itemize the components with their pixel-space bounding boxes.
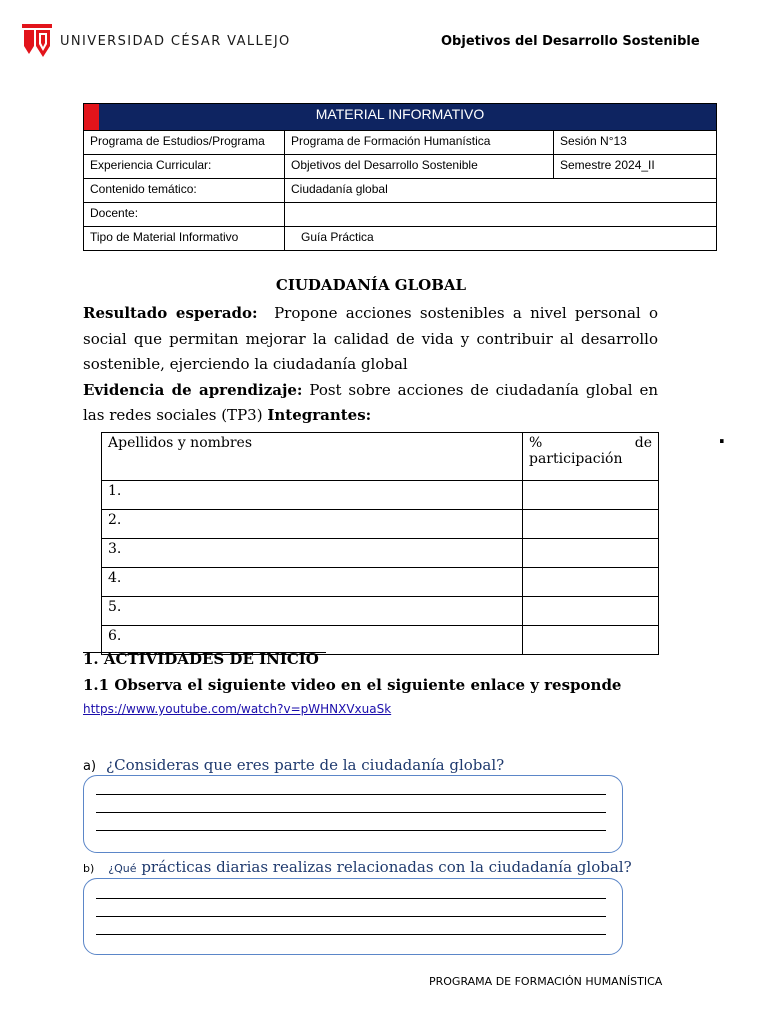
table-row — [102, 568, 659, 597]
members-table — [101, 432, 659, 655]
table-row — [84, 203, 717, 227]
member-pct-cell[interactable] — [523, 510, 659, 539]
answer-line — [96, 812, 606, 813]
video-link[interactable]: https://www.youtube.com/watch?v=pWHNXVxuaSk — [83, 702, 392, 716]
cell-value: Programa de Formación Humanística — [285, 131, 554, 155]
answer-line — [96, 830, 606, 831]
section-heading: 1. ACTIVIDADES DE INICIO — [83, 650, 319, 668]
table-row — [102, 597, 659, 626]
cell-label: Contenido temático: — [84, 179, 285, 203]
table-row — [84, 131, 717, 155]
result-text: Propone acciones sostenibles a nivel personal o social que permitan mejorar la calidad de vida y contribuir al desarrollo sostenible, ejerciendo la ciudadanía global — [83, 304, 658, 373]
answer-line — [96, 898, 606, 899]
red-marker — [84, 104, 99, 130]
table-row — [102, 539, 659, 568]
cell-value: Objetivos del Desarrollo Sostenible — [285, 155, 554, 179]
members-colon: : — [365, 406, 372, 424]
member-pct-cell[interactable] — [523, 568, 659, 597]
material-info-table — [83, 103, 717, 251]
question-a-text: ¿Consideras que eres parte de la ciudadanía global? — [106, 756, 505, 774]
cell-docente-value[interactable] — [285, 203, 717, 227]
answer-line — [96, 934, 606, 935]
stray-bullet: . — [718, 424, 726, 448]
table-row — [102, 481, 659, 510]
university-name: UNIVERSIDAD CÉSAR VALLEJO — [60, 34, 291, 49]
table-row — [84, 179, 717, 203]
pct-sign: % — [529, 435, 543, 451]
member-pct-cell[interactable] — [523, 481, 659, 510]
pct-participation: participación — [529, 451, 623, 467]
answer-box-a[interactable] — [83, 775, 623, 853]
page-footer: PROGRAMA DE FORMACIÓN HUMANÍSTICA — [429, 975, 663, 988]
members-label: Integrantes — [267, 406, 366, 424]
answer-line — [96, 794, 606, 795]
col-name-header: Apellidos y nombres — [102, 433, 523, 481]
university-logo — [22, 24, 291, 58]
material-info-title: MATERIAL INFORMATIVO — [84, 104, 717, 131]
table-row — [84, 227, 717, 251]
learning-outcome-paragraph — [83, 301, 658, 429]
document-title: CIUDADANÍA GLOBAL — [275, 276, 467, 294]
cell-session: Sesión N°13 — [554, 131, 717, 155]
course-title-header: Objetivos del Desarrollo Sostenible — [441, 34, 700, 49]
member-pct-cell[interactable] — [523, 539, 659, 568]
member-name-cell[interactable]: 6. — [102, 626, 523, 655]
result-label: Resultado esperado: — [83, 304, 258, 322]
member-name-cell[interactable]: 2. — [102, 510, 523, 539]
table-row — [102, 510, 659, 539]
member-name-cell[interactable]: 4. — [102, 568, 523, 597]
member-pct-cell[interactable] — [523, 597, 659, 626]
member-pct-cell[interactable] — [523, 626, 659, 655]
question-b — [83, 858, 632, 876]
cell-value: Guía Práctica — [285, 227, 717, 251]
table-header-row — [102, 433, 659, 481]
pct-de: de — [634, 435, 652, 451]
answer-line — [96, 916, 606, 917]
question-a — [83, 756, 504, 774]
cell-label: Docente: — [84, 203, 285, 227]
member-name-cell[interactable]: 5. — [102, 597, 523, 626]
question-b-text: prácticas diarias realizas relacionadas con la ciudadanía global? — [141, 858, 632, 876]
question-a-label: a) — [83, 759, 97, 774]
ucv-shield-icon — [22, 24, 52, 58]
member-name-cell[interactable]: 1. — [102, 481, 523, 510]
cell-value: Ciudadanía global — [285, 179, 717, 203]
cell-semester: Semestre 2024_II — [554, 155, 717, 179]
question-b-label: b) — [83, 862, 95, 875]
member-name-cell[interactable]: 3. — [102, 539, 523, 568]
table-row — [84, 155, 717, 179]
evidence-label: Evidencia de aprendizaje: — [83, 380, 303, 399]
cell-label: Tipo de Material Informativo — [84, 227, 285, 251]
question-b-prefix: ¿Qué — [108, 862, 137, 875]
answer-box-b[interactable] — [83, 878, 623, 955]
evidence-text: Post sobre acciones de ciudadanía global en las redes sociales (TP3) — [83, 380, 658, 424]
cell-label: Programa de Estudios/Programa — [84, 131, 285, 155]
subsection-heading: 1.1 Observa el siguiente video en el siguiente enlace y responde — [83, 676, 622, 694]
cell-label: Experiencia Curricular: — [84, 155, 285, 179]
col-participation-header — [523, 433, 659, 481]
